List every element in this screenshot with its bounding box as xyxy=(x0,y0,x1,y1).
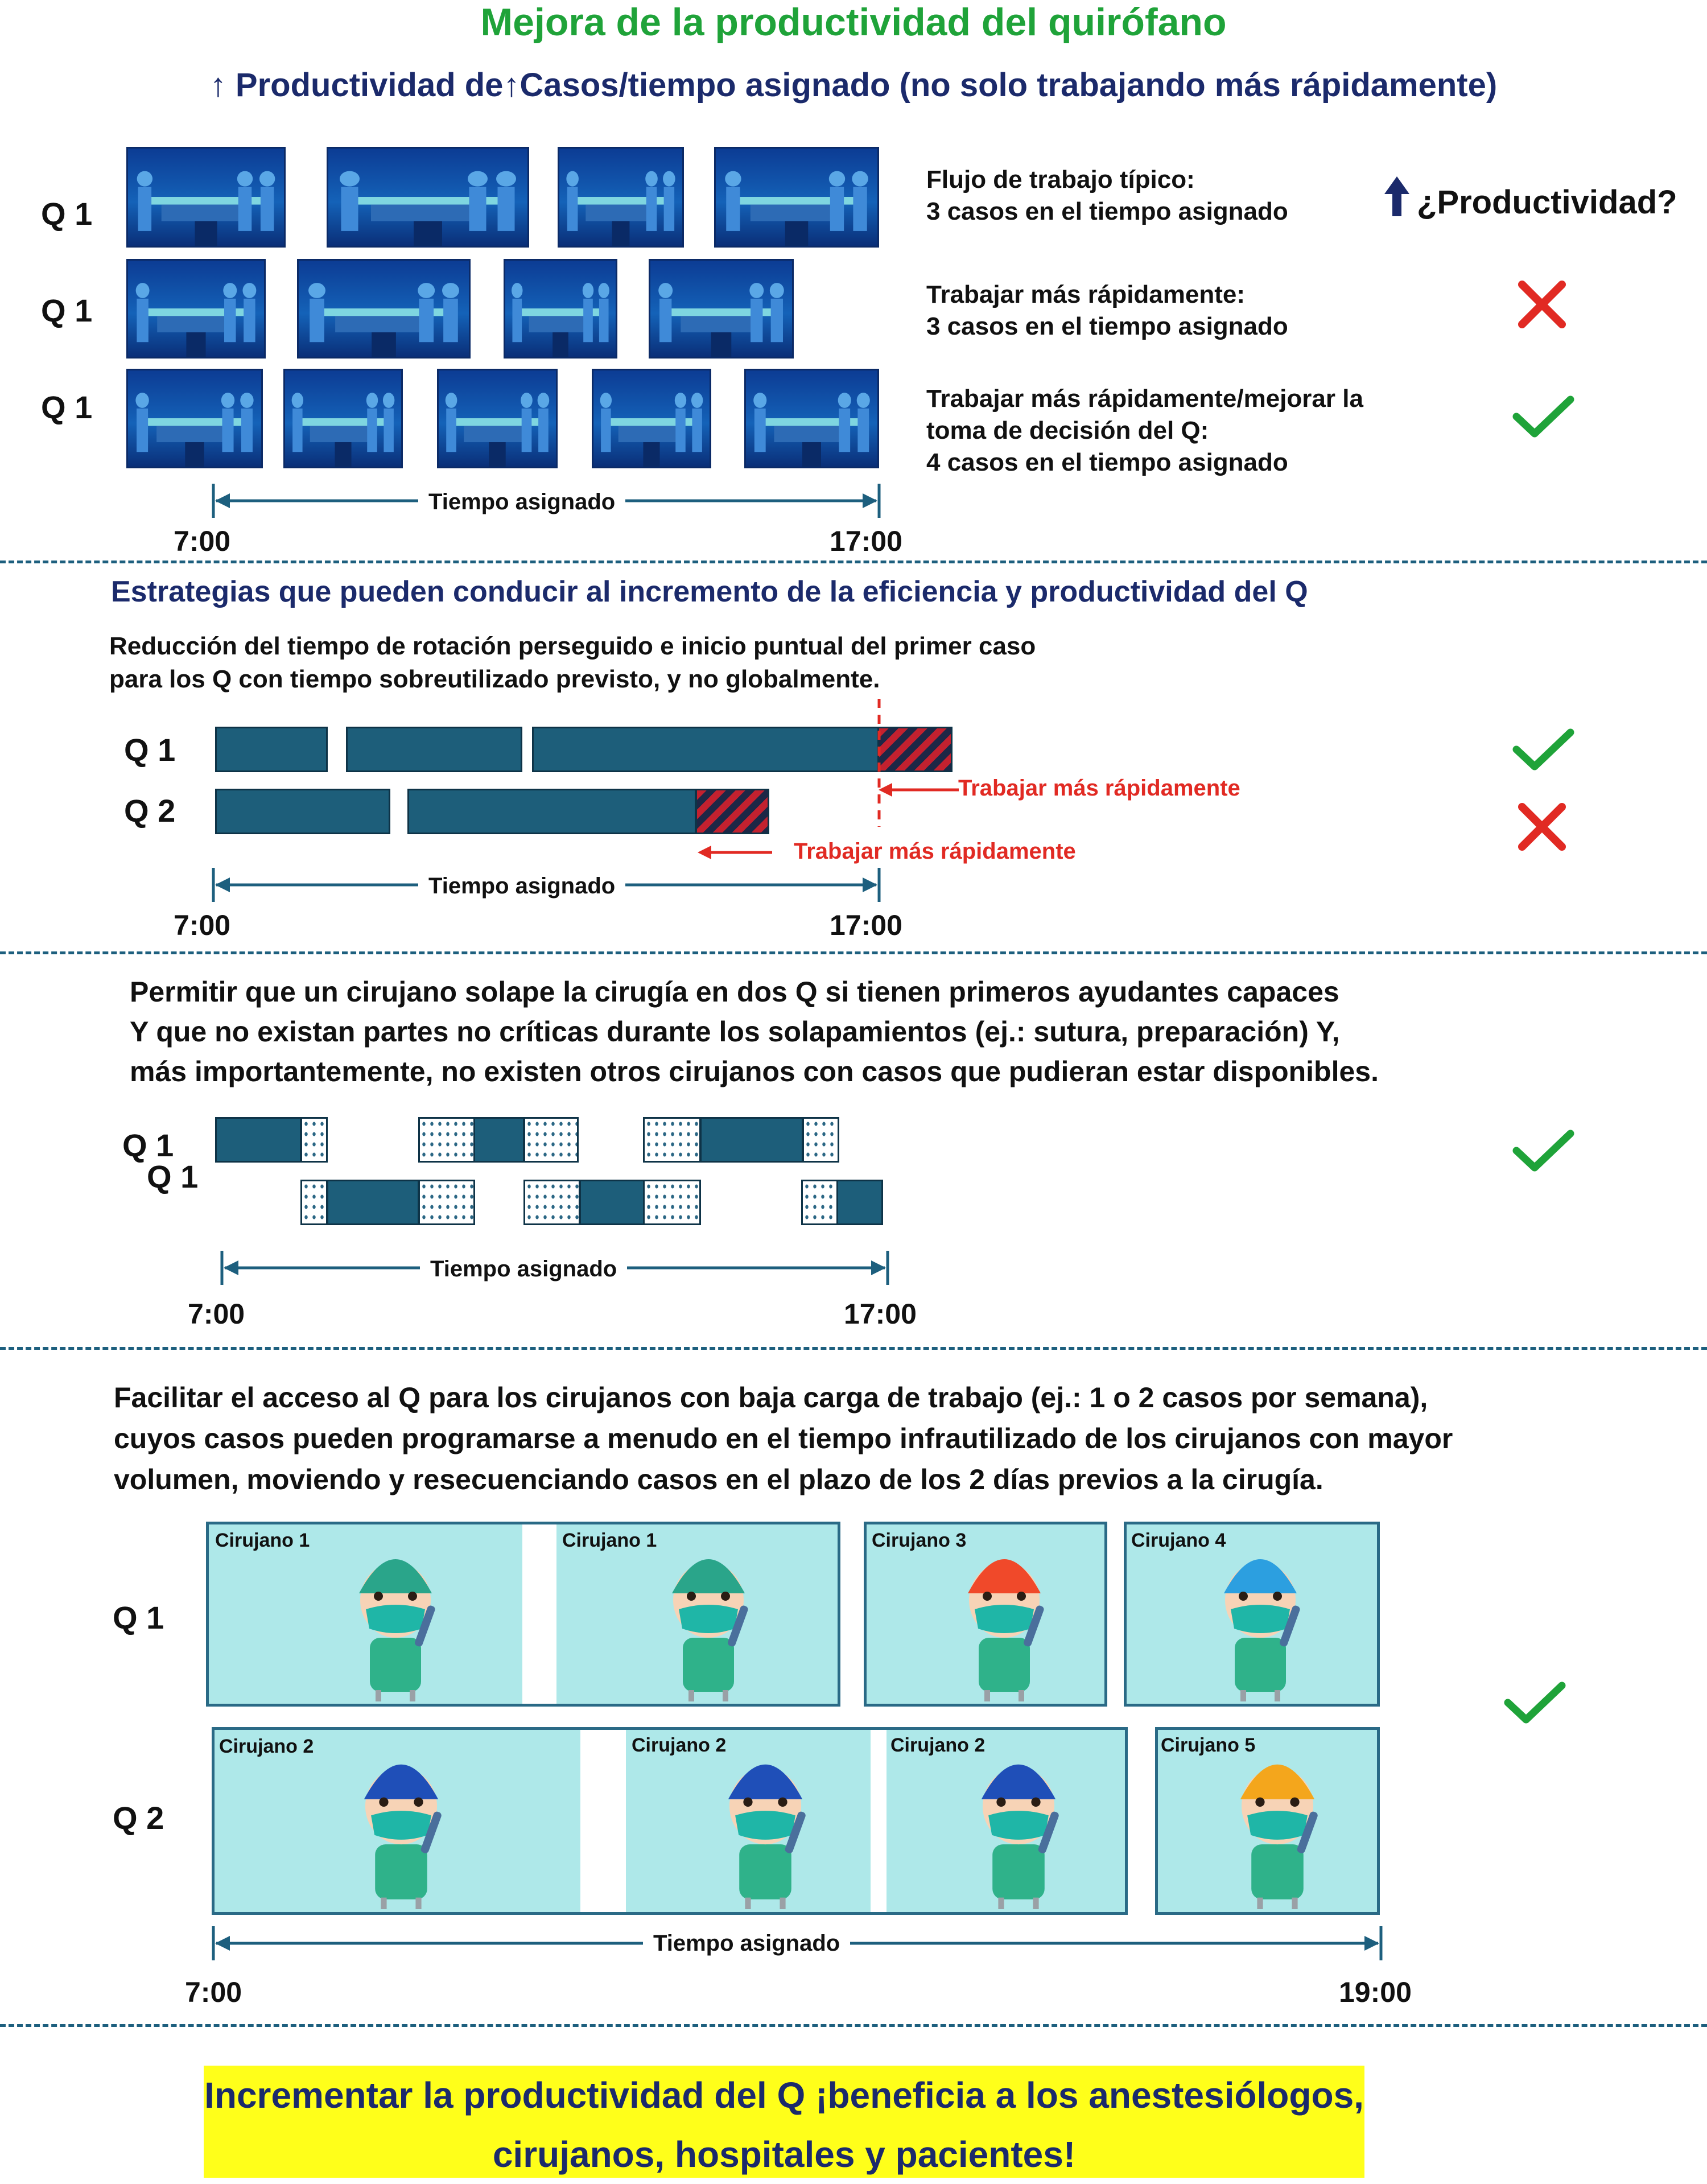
overlap-segment xyxy=(418,1180,475,1225)
surgeon-label: Cirujano 1 xyxy=(562,1530,657,1551)
page-subtitle: ↑ Productividad de↑Casos/tiempo asignado (no solo trabajando más rápidamente) xyxy=(209,67,1498,104)
surgeon-label: Cirujano 3 xyxy=(872,1530,967,1551)
overtime-bar xyxy=(695,789,769,834)
check-icon xyxy=(1511,393,1576,441)
surgeon-label: Cirujano 5 xyxy=(1161,1734,1256,1756)
text-line: para los Q con tiempo sobreutilizado previsto, y no globalmente. xyxy=(109,665,880,693)
note-typical xyxy=(926,164,1288,228)
overlap-segment xyxy=(643,1180,701,1225)
case-bar xyxy=(215,789,390,834)
section-divider xyxy=(0,561,1707,563)
text-line: más importantemente, no existen otros cirujanos con casos que pudieran estar disponibles. xyxy=(130,1056,1379,1087)
end-time: 19:00 xyxy=(1339,1976,1412,2008)
overlap-segment xyxy=(418,1117,475,1163)
surgeon-cartoon xyxy=(341,1741,461,1909)
text-line: cuyos casos pueden programarse a menudo en el tiempo infrautilizado de los cirujanos con mayor xyxy=(114,1423,1453,1454)
surgeon-cartoon xyxy=(1201,1536,1320,1701)
case-bar xyxy=(215,1117,302,1163)
red-arrow-icon xyxy=(876,778,962,801)
note-line: toma de decisión del Q: xyxy=(926,417,1209,444)
row-label-q1: Q 1 xyxy=(147,1159,199,1194)
note-line: Flujo de trabajo típico: xyxy=(926,166,1195,193)
case-bar xyxy=(327,1180,419,1225)
overlap-segment xyxy=(300,1117,328,1163)
end-time: 17:00 xyxy=(844,1298,917,1330)
surgeon-label: Cirujano 1 xyxy=(215,1530,310,1551)
case-bar xyxy=(700,1117,803,1163)
overlap-text xyxy=(130,972,1379,1091)
row-label-q1-typical: Q 1 xyxy=(41,196,93,232)
strategy-text xyxy=(109,630,1036,696)
surgery-image xyxy=(126,369,263,468)
case-bar xyxy=(407,789,696,834)
cross-icon xyxy=(1516,801,1568,852)
surgery-image xyxy=(558,147,684,248)
turnover-gap xyxy=(522,1524,556,1704)
surgery-image xyxy=(714,147,879,248)
note-better xyxy=(926,383,1363,479)
banner-line: Incrementar la productividad del Q ¡beneficia a los anestesiólogos, xyxy=(204,2075,1364,2116)
text-line: Reducción del tiempo de rotación perseguido e inicio puntual del primer caso xyxy=(109,632,1036,660)
red-arrow-icon xyxy=(695,841,775,864)
surgeon-label: Cirujano 4 xyxy=(1131,1530,1226,1551)
overlap-segment xyxy=(643,1117,701,1163)
check-icon xyxy=(1511,726,1576,774)
surgeon-cartoon xyxy=(706,1741,825,1909)
row-label-q2: Q 2 xyxy=(113,1800,164,1836)
surgeon-label: Cirujano 2 xyxy=(219,1736,314,1757)
turnover-gap xyxy=(871,1730,887,1912)
axis-label: Tiempo asignado xyxy=(418,873,625,899)
note-faster xyxy=(926,279,1288,343)
surgery-image xyxy=(437,369,558,468)
surgeon-label: Cirujano 2 xyxy=(632,1734,727,1756)
start-time: 7:00 xyxy=(185,1976,242,2008)
turnover-gap xyxy=(580,1730,626,1912)
start-time: 7:00 xyxy=(188,1298,245,1330)
text-line: Permitir que un cirujano solape la cirugía en dos Q si tienen primeros ayudantes capaces xyxy=(130,976,1339,1008)
surgery-image xyxy=(327,147,529,248)
overlap-segment xyxy=(300,1180,328,1225)
axis-label: Tiempo asignado xyxy=(420,1256,627,1282)
row-label-q1-faster: Q 1 xyxy=(41,292,93,328)
cross-icon xyxy=(1516,279,1568,330)
overlap-segment xyxy=(523,1180,580,1225)
case-bar xyxy=(532,727,879,772)
access-text xyxy=(114,1377,1453,1500)
case-bar xyxy=(346,727,522,772)
surgery-image xyxy=(592,369,711,468)
surgery-image xyxy=(126,259,266,358)
surgery-image xyxy=(283,369,403,468)
end-time: 17:00 xyxy=(830,909,902,941)
surgery-image xyxy=(504,259,617,358)
case-bar xyxy=(215,727,328,772)
start-time: 7:00 xyxy=(174,525,231,557)
case-bar xyxy=(836,1180,883,1225)
row-label-q1-better: Q 1 xyxy=(41,389,93,425)
overtime-bar xyxy=(877,727,953,772)
faster-label-1: Trabajar más rápidamente xyxy=(958,776,1240,801)
surgery-image xyxy=(297,259,471,358)
surgery-image xyxy=(126,147,286,248)
note-line: Trabajar más rápidamente: xyxy=(926,281,1246,308)
section-divider xyxy=(0,951,1707,954)
section-divider xyxy=(0,2024,1707,2027)
text-line: Facilitar el acceso al Q para los cirujanos con baja carga de trabajo (ej.: 1 o 2 casos por semana), xyxy=(114,1382,1428,1414)
note-line: 3 casos en el tiempo asignado xyxy=(926,197,1288,225)
note-line: 4 casos en el tiempo asignado xyxy=(926,448,1288,476)
note-line: Trabajar más rápidamente/mejorar la xyxy=(926,385,1363,413)
arrow-up-icon xyxy=(1380,174,1414,219)
faster-label-2: Trabajar más rápidamente xyxy=(794,839,1076,864)
end-time: 17:00 xyxy=(830,525,902,557)
overlap-segment xyxy=(523,1117,579,1163)
surgeon-cartoon xyxy=(649,1536,768,1701)
section-divider xyxy=(0,1347,1707,1350)
case-bar xyxy=(473,1117,525,1163)
text-line: volumen, moviendo y resecuenciando casos en el plazo de los 2 días previos a la cirugía. xyxy=(114,1464,1323,1495)
conclusion-banner xyxy=(204,2066,1364,2178)
text-line: Y que no existan partes no críticas durante los solapamientos (ej.: sutura, preparación) Y, xyxy=(130,1016,1340,1048)
page-title: Mejora de la productividad del quirófano xyxy=(480,1,1227,44)
limit-line xyxy=(871,699,888,827)
surgeon-cartoon xyxy=(959,1741,1078,1909)
row-label-q1: Q 1 xyxy=(124,732,176,768)
row-label-q1: Q 1 xyxy=(113,1600,164,1635)
strategies-heading: Estrategias que pueden conducir al incremento de la eficiencia y productividad del Q xyxy=(111,575,1308,608)
check-icon xyxy=(1511,1127,1576,1175)
surgeon-cartoon xyxy=(945,1536,1064,1701)
surgery-image xyxy=(649,259,794,358)
row-label-q1: Q 1 xyxy=(122,1127,174,1163)
banner-line: cirujanos, hospitales y pacientes! xyxy=(492,2134,1076,2175)
note-line: 3 casos en el tiempo asignado xyxy=(926,312,1288,340)
overlap-segment xyxy=(801,1180,838,1225)
surgery-image xyxy=(744,369,879,468)
surgeon-label: Cirujano 2 xyxy=(890,1734,986,1756)
case-bar xyxy=(579,1180,645,1225)
row-label-q2: Q 2 xyxy=(124,793,176,829)
productividad-header: ¿Productividad? xyxy=(1417,184,1677,221)
surgeon-cartoon xyxy=(1218,1741,1337,1909)
overlap-segment xyxy=(802,1117,839,1163)
check-icon xyxy=(1502,1679,1568,1727)
axis-label: Tiempo asignado xyxy=(643,1931,850,1956)
surgeon-cartoon xyxy=(336,1536,455,1701)
axis-label: Tiempo asignado xyxy=(418,489,625,515)
start-time: 7:00 xyxy=(174,909,231,941)
